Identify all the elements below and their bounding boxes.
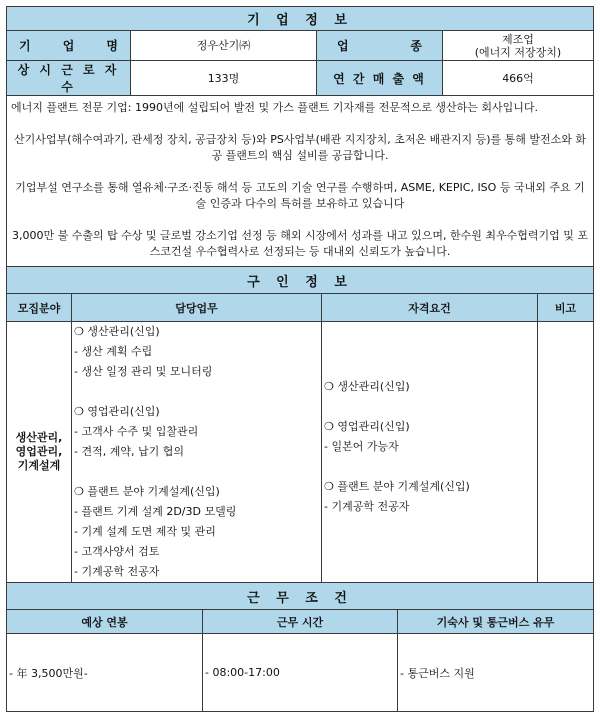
recruit-info-table xyxy=(6,266,594,583)
company-name-label: 기 업 명 xyxy=(7,31,131,61)
header-salary: 예상 연봉 xyxy=(7,610,203,634)
list-item: - 생산 계획 수립 xyxy=(74,345,153,358)
list-item: - 기계공학 전공자 xyxy=(74,565,160,578)
qualifications-list xyxy=(322,322,538,583)
header-dorm-bus: 기숙사 및 통근버스 유무 xyxy=(398,610,594,634)
list-item: ❍ 영업관리(신입) xyxy=(324,420,410,433)
company-name-value: 정우산기㈜ xyxy=(131,31,317,61)
description-paragraph: 기업부설 연구소를 통해 열유체·구조·진동 해석 등 고도의 기술 연구를 수행하며, ASME, KEPIC, ISO 등 국내외 주요 기술 인증과 다수의 특허를 보유하고 있습니다 xyxy=(15,181,585,210)
revenue-label: 연 간 매 출 액 xyxy=(317,61,443,96)
work-conditions-table xyxy=(6,582,594,712)
duties-list xyxy=(72,322,322,583)
list-item: ❍ 플랜트 분야 기계설계(신입) xyxy=(74,485,220,498)
description-paragraph: 에너지 플랜트 전문 기업: 1990년에 설립되어 발전 및 가스 플랜트 기자재를 전문적으로 생산하는 회사입니다. xyxy=(11,101,538,114)
company-section-title: 기 업 정 보 xyxy=(7,7,594,31)
salary-value: - 年 3,500만원- xyxy=(7,634,203,712)
list-item: - 고객사 수주 및 입찰관리 xyxy=(74,425,199,438)
list-item: - 기계공학 전공자 xyxy=(324,500,410,513)
recruit-section-title: 구 인 정 보 xyxy=(7,267,594,294)
employees-label: 상 시 근 로 자 수 xyxy=(7,61,131,96)
job-posting-document xyxy=(6,6,593,712)
header-qualifications: 자격요건 xyxy=(322,294,538,322)
work-section-title: 근 무 조 건 xyxy=(7,583,594,610)
header-duties: 담당업무 xyxy=(72,294,322,322)
employees-value: 133명 xyxy=(131,61,317,96)
list-item: - 견적, 계약, 납기 협의 xyxy=(74,445,184,458)
list-item: ❍ 생산관리(신입) xyxy=(324,380,410,393)
work-hours-value: - 08:00-17:00 xyxy=(203,634,398,712)
header-field: 모집분야 xyxy=(7,294,72,322)
spacer xyxy=(74,382,319,402)
list-item: - 플랜트 기계 설계 2D/3D 모델링 xyxy=(74,505,237,518)
list-item: - 기계 설계 도면 제작 및 관리 xyxy=(74,525,216,538)
dorm-bus-value: - 통근버스 지원 xyxy=(398,634,594,712)
description-paragraph: 3,000만 불 수출의 탑 수상 및 글로벌 강소기업 선정 등 해외 시장에서 성과를 내고 있으며, 한수원 최우수협력기업 및 포스코건설 우수협력사로 선정되는 등 대내외 신뢰도가 높습니다. xyxy=(11,229,589,258)
spacer xyxy=(74,462,319,482)
header-work-hours: 근무 시간 xyxy=(203,610,398,634)
company-description xyxy=(7,96,594,267)
list-item: ❍ 영업관리(신입) xyxy=(74,405,160,418)
list-item: - 일본어 가능자 xyxy=(324,440,399,453)
list-item: - 고객사양서 검토 xyxy=(74,545,160,558)
list-item: ❍ 생산관리(신입) xyxy=(74,325,160,338)
recruit-field: 생산관리, 영업관리, 기계설계 xyxy=(7,322,72,583)
header-note: 비고 xyxy=(538,294,594,322)
revenue-value: 466억 xyxy=(443,61,594,96)
company-info-table xyxy=(6,6,594,267)
note-cell xyxy=(538,322,594,583)
description-paragraph: 산기사업부(해수여과기, 관세정 장치, 공급장치 등)와 PS사업부(배관 지지장치, 초저온 배관지지 등)를 통해 발전소와 화공 플랜트의 핵심 설비를 공급합니다. xyxy=(13,133,587,162)
list-item: - 생산 일정 관리 및 모니터링 xyxy=(74,365,213,378)
industry-label: 업 종 xyxy=(317,31,443,61)
industry-value: 제조업 (에너지 저장장치) xyxy=(443,31,594,61)
list-item: ❍ 플랜트 분야 기계설계(신입) xyxy=(324,480,470,493)
